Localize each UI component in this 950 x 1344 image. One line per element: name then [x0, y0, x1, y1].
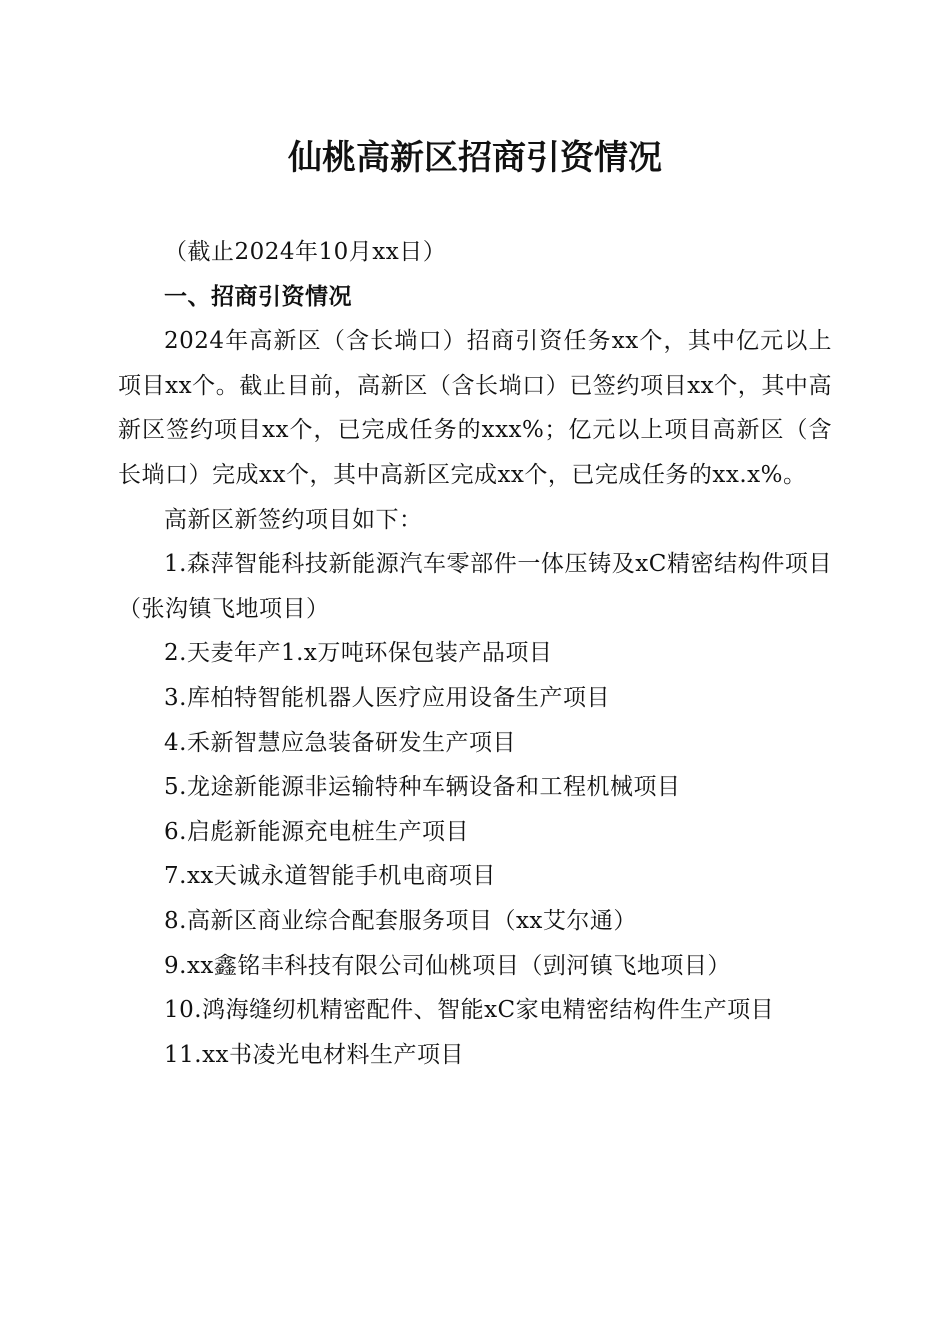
project-item-7: 7.xx天诚永道智能手机电商项目 — [164, 863, 496, 890]
project-item-5: 5.龙途新能源非运输特种车辆设备和工程机械项目 — [164, 774, 681, 801]
date-note: （截止2024年10月xx日） — [164, 239, 447, 265]
project-item-11: 11.xx书凌光电材料生产项目 — [164, 1041, 465, 1068]
list-intro: 高新区新签约项目如下： — [164, 506, 423, 533]
project-item-1: 1.森萍智能科技新能源汽车零部件一体压铸及xC精密结构件项目（张沟镇飞地项目） — [118, 551, 832, 622]
project-item-8: 8.高新区商业综合配套服务项目（xx艾尔通） — [164, 907, 637, 934]
project-item-2: 2.天麦年产1.x万吨环保包装产品项目 — [164, 640, 553, 667]
project-item-6: 6.启彪新能源充电桩生产项目 — [164, 818, 469, 845]
summary-paragraph: 2024年高新区（含长埫口）招商引资任务xx个，其中亿元以上项目xx个。截止目前，高新区（含长埫口）已签约项目xx个，其中高新区签约项目xx个，已完成任务的xxx%；亿元以上项目高新区（含长埫口）完成xx个，其中高新区完成xx个，已完成任务的xx.x%。 — [118, 328, 832, 488]
project-item-3: 3.库柏特智能机器人医疗应用设备生产项目 — [164, 684, 610, 711]
project-item-9: 9.xx鑫铭丰科技有限公司仙桃项目（剅河镇飞地项目） — [164, 952, 731, 979]
document-title: 仙桃高新区招商引资情况 — [288, 138, 662, 178]
section-heading: 一、招商引资情况 — [164, 282, 352, 310]
project-item-10: 10.鸿海缝纫机精密配件、智能xC家电精密结构件生产项目 — [164, 997, 775, 1024]
document-body — [118, 230, 832, 1077]
project-item-4: 4.禾新智慧应急装备研发生产项目 — [164, 729, 516, 756]
